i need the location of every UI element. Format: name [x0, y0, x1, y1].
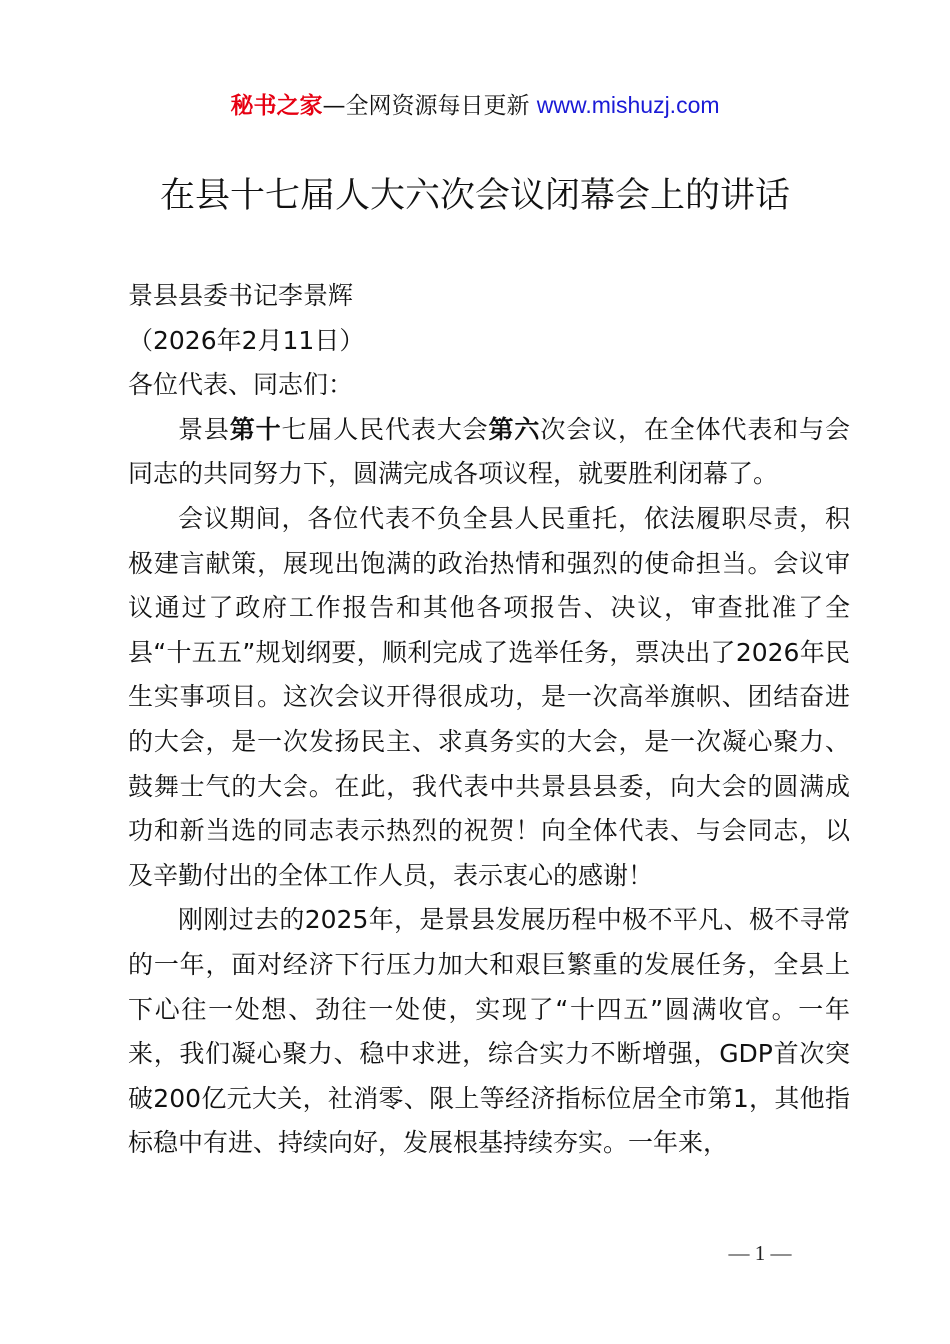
paragraph-year-review: 刚刚过去的2025年，是景县发展历程中极不平凡、极不寻常的一年，面对经济下行压力加大和艰巨繁重的发展任务，全县上下心往一处想、劲往一处使，实现了“十四五”圆满收官。一年来，我们凝心聚力、稳中求进，综合实力不断增强，GDP首次突破200亿元大关，社消零、限上等经济指标位居全市第1，其他指标稳中有进、持续向好，发展根基持续夯实。一年来， — [128, 905, 850, 1158]
paragraph-text: 景县 — [178, 414, 230, 444]
document-body — [128, 274, 850, 1166]
paragraph-text: 七届人民代表大会 — [281, 414, 489, 444]
document-title: 在县十七届人大六次会议闭幕会上的讲话 — [159, 176, 790, 216]
site-header — [0, 88, 950, 123]
paragraph-opening — [128, 408, 850, 497]
site-tagline: —全网资源每日更新 — [322, 93, 537, 119]
page-number: — 1 — — [728, 1241, 792, 1265]
paragraph-text: 次会议，在全体代表和与会同志的共同努力下，圆满完成各项议程，就要胜利闭幕了。 — [128, 414, 850, 489]
paragraph-meeting-review: 会议期间，各位代表不负全县人民重托，依法履职尽责，积极建言献策，展现出饱满的政治热情和强烈的使命担当。会议审议通过了政府工作报告和其他各项报告、决议，审查批准了全县“十五五”规划纲要，顺利完成了选举任务，票决出了2026年民生实事项目。这次会议开得很成功，是一次高举旗帜、团结奋进的大会，是一次发扬民主、求真务实的大会，是一次凝心聚力、鼓舞士气的大会。在此，我代表中共景县县委，向大会的圆满成功和新当选的同志表示热烈的祝贺！向全体代表、与会同志，以及辛勤付出的全体工作人员，表示衷心的感谢！ — [128, 503, 850, 890]
bold-text: 第六 — [488, 414, 541, 444]
site-brand: 秘书之家 — [230, 93, 323, 119]
site-url-link[interactable]: www.mishuzj.com — [536, 92, 720, 118]
bold-text: 第十 — [229, 414, 282, 444]
salutation: 各位代表、同志们： — [128, 370, 354, 400]
speech-date: （2026年2月11日） — [128, 325, 365, 355]
author-byline: 景县县委书记李景辉 — [128, 281, 354, 310]
